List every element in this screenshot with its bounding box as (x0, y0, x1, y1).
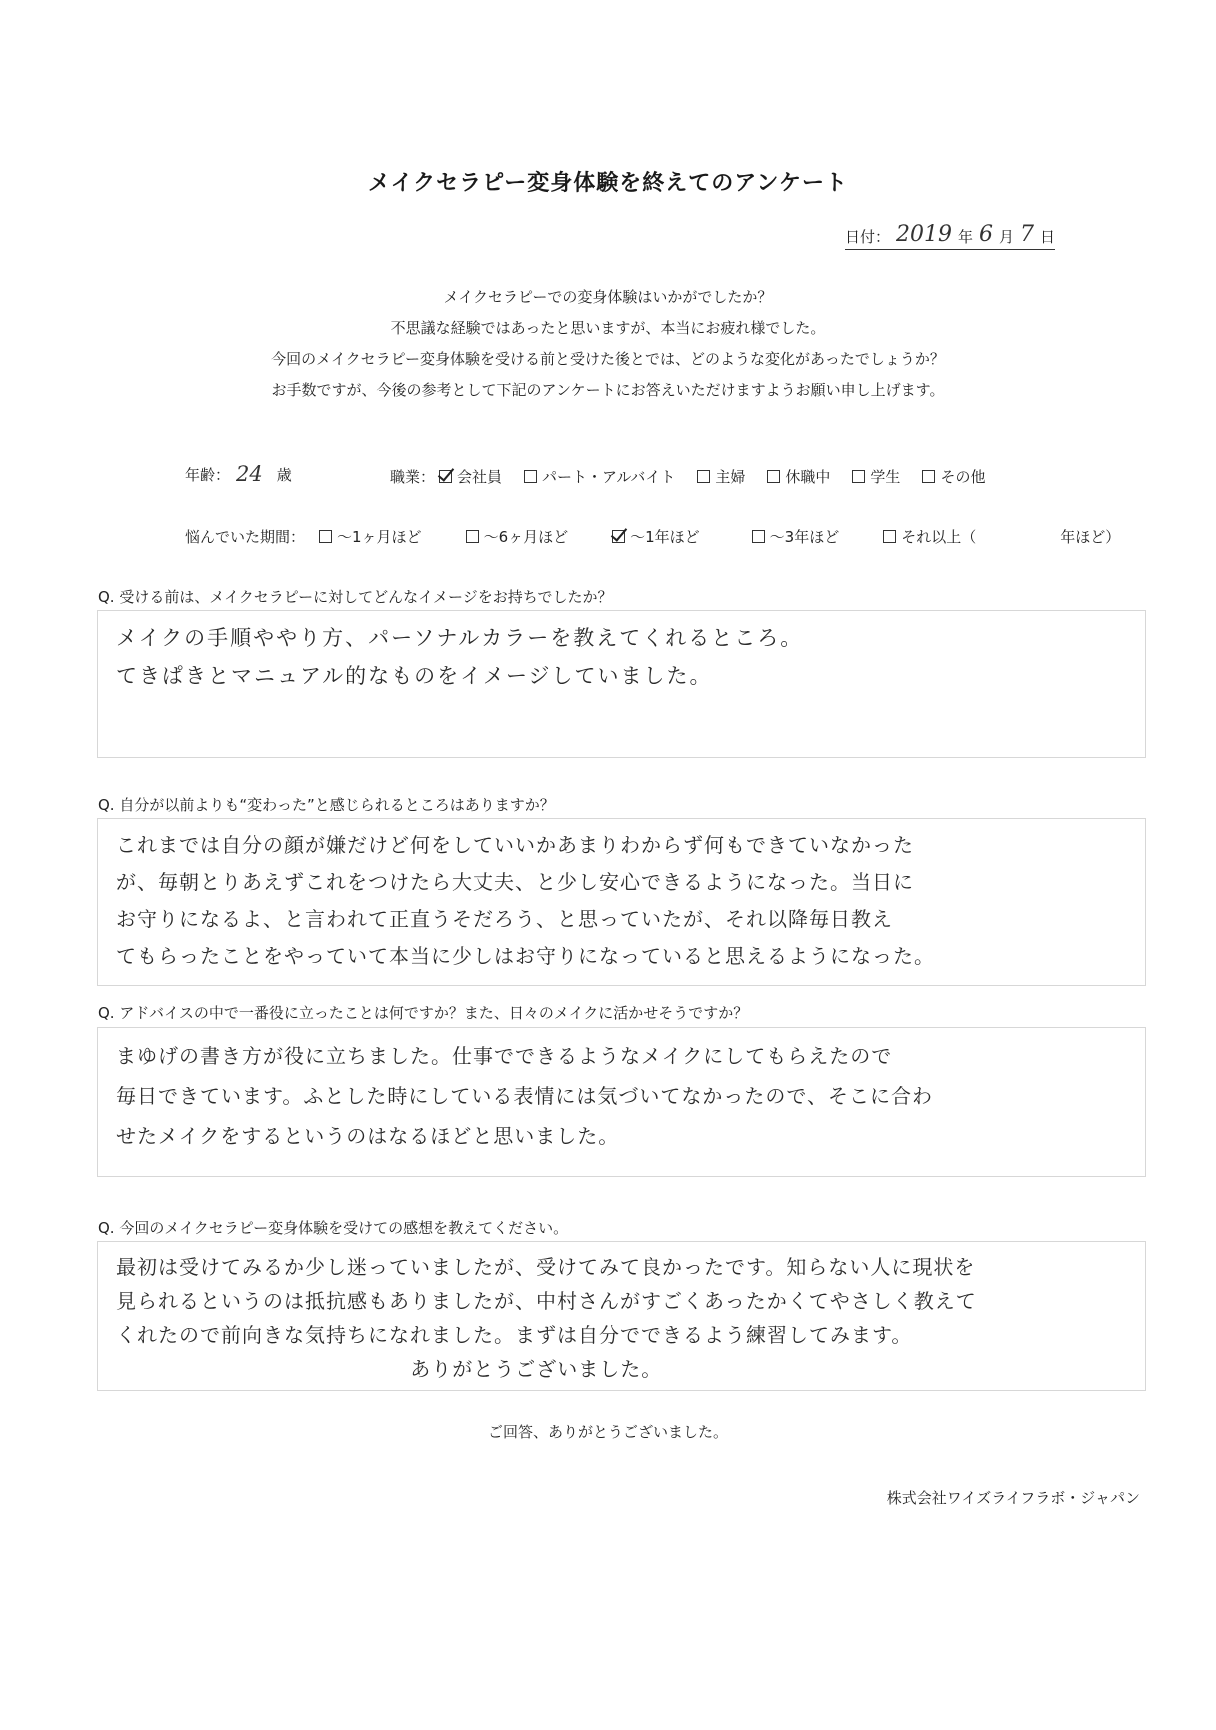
page-title: メイクセラピー変身体験を終えてのアンケート (368, 171, 848, 196)
checkbox-checked[interactable] (439, 470, 452, 483)
age-unit: 歳 (276, 465, 292, 484)
answer-box-1[interactable] (97, 610, 1146, 758)
period-label: 悩んでいた期間： (185, 528, 306, 546)
age-field (185, 462, 292, 486)
checkbox[interactable] (922, 470, 935, 483)
answer-box-4[interactable] (97, 1241, 1146, 1391)
date-month: 6 (979, 222, 994, 247)
date-day-unit: 日 (1040, 228, 1056, 246)
checkbox-checked[interactable] (612, 530, 625, 543)
answer-box-2[interactable] (97, 818, 1146, 986)
company-name: 株式会社ワイズライフラボ・ジャパン (886, 1489, 1140, 1507)
period-option-1year[interactable]: ～1年ほど (612, 526, 700, 547)
date-field (845, 222, 1055, 250)
occupation-option-student[interactable]: 学生 (852, 466, 900, 487)
checkbox[interactable] (697, 470, 710, 483)
checkbox[interactable] (767, 470, 780, 483)
checkbox[interactable] (319, 530, 332, 543)
period-tail: 年ほど） (1060, 528, 1121, 546)
question-3: Q. アドバイスの中で一番役に立ったことは何ですか？また、日々のメイクに活かせそうですか？ (98, 1004, 749, 1022)
occupation-option-part-time[interactable]: パート・アルバイト (524, 466, 675, 487)
occupation-option-on-leave[interactable]: 休職中 (767, 466, 830, 487)
checkbox[interactable] (852, 470, 865, 483)
date-year: 2019 (896, 222, 953, 247)
period-option-more[interactable]: それ以上（ (883, 526, 976, 547)
intro-line: メイクセラピーでの変身体験はいかがでしたか？ (443, 288, 773, 306)
date-day: 7 (1020, 222, 1035, 247)
answer-box-3[interactable] (97, 1027, 1146, 1177)
period-option-6months[interactable]: ～6ヶ月ほど (466, 526, 569, 547)
intro-line: お手数ですが、今後の参考として下記のアンケートにお答えいただけますようお願い申し上げます。 (271, 381, 945, 399)
thanks-message: ご回答、ありがとうございました。 (487, 1423, 728, 1441)
answer-1: メイクの手順ややり方、パーソナルカラーを教えてくれるところ。 てきぱきとマニュアル的なものをイメージしていました。 (116, 626, 804, 688)
checkbox[interactable] (883, 530, 896, 543)
age-value: 24 (236, 462, 263, 486)
answer-3: まゆげの書き方が役に立ちました。仕事でできるようなメイクにしてもらえたので 毎日できています。ふとした時にしている表情には気づいてなかったので、そこに合わ せたメイクをするというのはなるほどと思いました。 (116, 1044, 933, 1148)
age-label: 年齢： (185, 465, 231, 484)
intro-text (0, 282, 1216, 406)
occupation-field (390, 466, 1007, 487)
period-option-1month[interactable]: ～1ヶ月ほど (319, 526, 422, 547)
occupation-option-company[interactable]: 会社員 (439, 466, 502, 487)
intro-line: 不思議な経験ではあったと思いますが、本当にお疲れ様でした。 (390, 319, 826, 337)
answer-2: これまでは自分の顔が嫌だけど何をしていいかあまりわからず何もできていなかった が、毎朝とりあえずこれをつけたら大丈夫、と少し安心できるようになった。当日に お守りになるよ、と言われて正直うそだろう、と思っていたが、それ以降毎日教え てもらったことをやっていて本当に少しはお守りになっていると思えるようになった。 (116, 833, 935, 968)
date-year-unit: 年 (958, 228, 974, 246)
checkbox[interactable] (466, 530, 479, 543)
date-month-unit: 月 (999, 228, 1015, 246)
question-2: Q. 自分が以前よりも“変わった”と感じられるところはありますか？ (98, 796, 555, 814)
question-1: Q. 受ける前は、メイクセラピーに対してどんなイメージをお持ちでしたか？ (98, 588, 613, 606)
date-label: 日付： (845, 228, 891, 246)
checkbox[interactable] (752, 530, 765, 543)
answer-4: 最初は受けてみるか少し迷っていましたが、受けてみて良かったです。知らない人に現状を 見られるというのは抵抗感もありましたが、中村さんがすごくあったかくてやさしく教えて くれたので前向きな気持ちになれました。まずは自分でできるよう練習してみます。 ありがとうございました。 (116, 1255, 977, 1381)
period-field (185, 526, 1120, 547)
occupation-option-housewife[interactable]: 主婦 (697, 466, 745, 487)
occupation-label: 職業： (390, 468, 436, 486)
checkbox[interactable] (524, 470, 537, 483)
question-4: Q. 今回のメイクセラピー変身体験を受けての感想を教えてください。 (98, 1219, 569, 1237)
occupation-option-other[interactable]: その他 (922, 466, 985, 487)
intro-line: 今回のメイクセラピー変身体験を受ける前と受けた後とでは、どのような変化があったでしょうか？ (271, 350, 945, 368)
period-option-3years[interactable]: ～3年ほど (752, 526, 840, 547)
